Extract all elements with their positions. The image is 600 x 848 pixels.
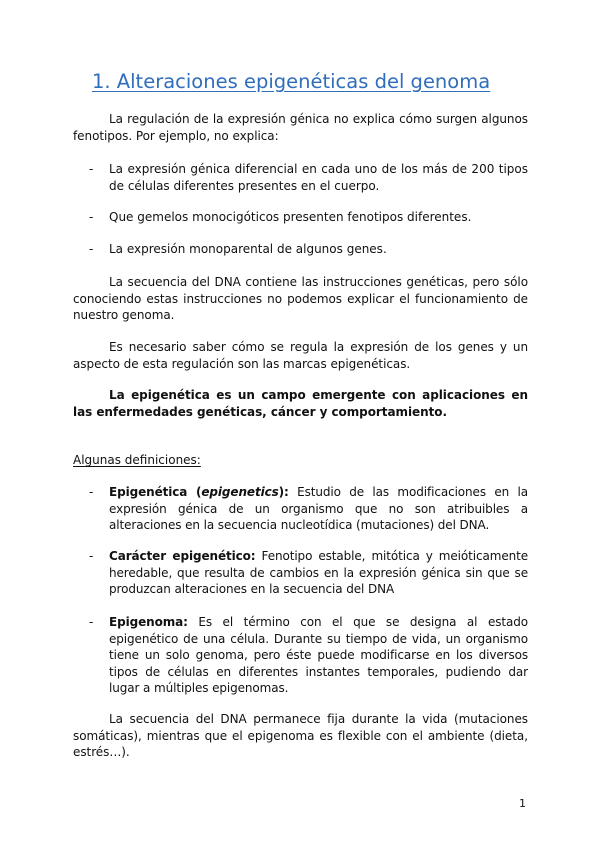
intro-paragraph: La regulación de la expresión génica no explica cómo surgen algunos fenotipos. Por ejemplo, no explica: [73, 112, 528, 143]
sequence-paragraph: La secuencia del DNA contiene las instrucciones genéticas, pero sólo conociendo estas instrucciones no podemos explicar el funcionamiento de nuestro genoma. [73, 275, 528, 323]
list-dash: - [89, 162, 94, 176]
definition-body: Es el término con el que se designa al estado epigenético de una célula. Durante su tiempo de vida, un organismo tiene un solo genoma, pero éste puede modificarse en los diversos tipos de células en diferentes instantes temporales, pudiendo dar lugar a múltiples epigenomas. [109, 615, 528, 696]
final-paragraph: La secuencia del DNA permanece fija durante la vida (mutaciones somáticas), mientras que el epigenoma es flexible con el ambiente (dieta, estrés…). [73, 712, 528, 760]
definition-term-close: ): [278, 485, 289, 499]
list-item-text: Que gemelos monocigóticos presenten fenotipos diferentes. [109, 210, 472, 224]
list-dash: - [89, 242, 94, 256]
definition-term: Epigenoma: [109, 615, 188, 629]
definition-text [109, 484, 528, 534]
list-dash: - [89, 210, 94, 224]
emphasis-paragraph: La epigenética es un campo emergente con aplicaciones en las enfermedades genéticas, cáncer y comportamiento. [73, 388, 528, 419]
section-title: 1. Alteraciones epigenéticas del genoma [92, 70, 491, 93]
definition-text [109, 614, 528, 697]
list-dash: - [89, 615, 94, 629]
definition-term: Carácter epigenético: [109, 549, 256, 563]
definition-text [109, 548, 528, 598]
page-number: 1 [519, 797, 526, 810]
list-dash: - [89, 485, 94, 499]
list-item [91, 241, 528, 258]
list-item-text: La expresión génica diferencial en cada uno de los más de 200 tipos de células diferentes presentes en el cuerpo. [109, 162, 528, 193]
definition-item [91, 548, 528, 598]
list-item [91, 209, 528, 226]
definition-body: Estudio de las modificaciones en la expresión génica de un organismo que no son atribuibles a alteraciones en la secuencia nucleotídica (mutaciones) del DNA. [109, 485, 528, 533]
definition-body: Fenotipo estable, mitótica y meióticamente heredable, que resulta de cambios en la expresión génica sin que se produzcan alteraciones en la secuencia del DNA [109, 549, 528, 597]
definition-item [91, 484, 528, 534]
definition-term: Epigenética ( [109, 485, 202, 499]
regulation-paragraph: Es necesario saber cómo se regula la expresión de los genes y un aspecto de esta regulación son las marcas epigenéticas. [73, 340, 528, 371]
list-item-text: La expresión monoparental de algunos genes. [109, 242, 387, 256]
definition-term-italic: epigenetics [201, 485, 279, 499]
list-item [91, 161, 528, 194]
definitions-heading: Algunas definiciones: [73, 453, 201, 467]
list-dash: - [89, 549, 94, 563]
definition-item [91, 614, 528, 697]
